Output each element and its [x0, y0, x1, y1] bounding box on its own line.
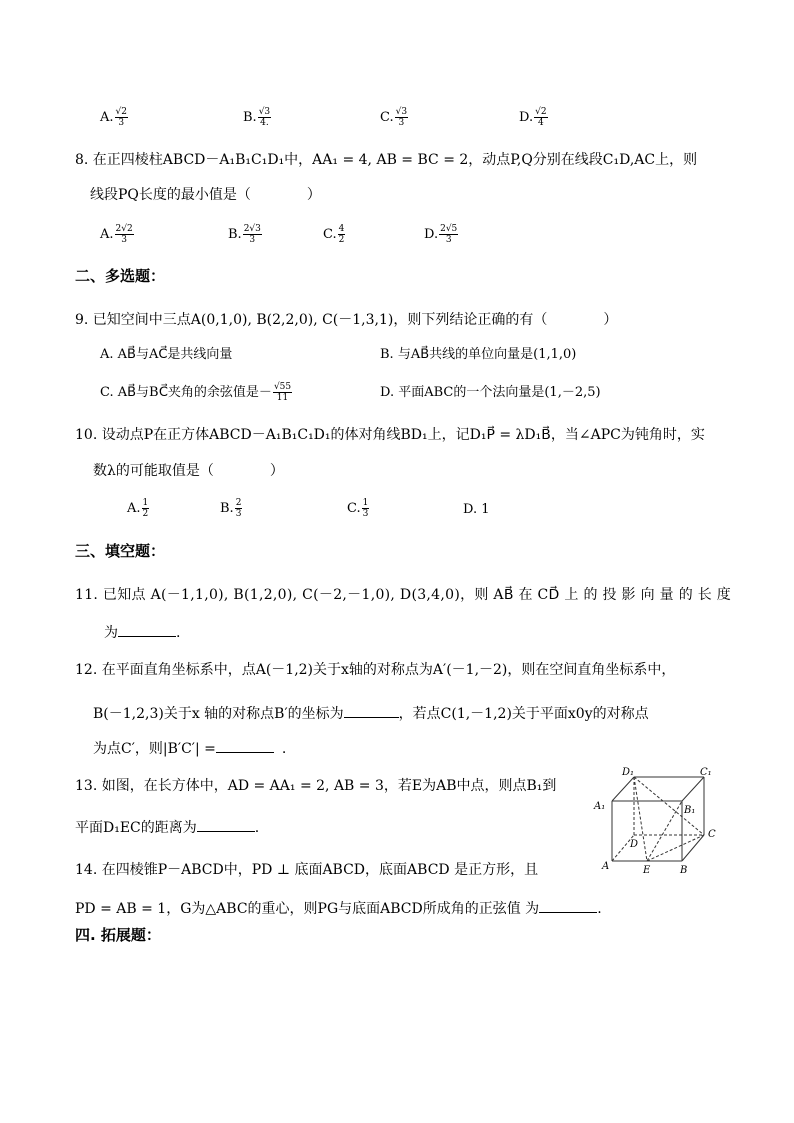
q12-answer-blank-2[interactable] — [216, 738, 274, 753]
q11-answer-blank[interactable] — [118, 622, 176, 637]
q7-option-b: B. $\frac{√3}{4.}$ — [243, 107, 271, 128]
label-d1: D₁ — [622, 767, 635, 778]
cuboid-figure — [588, 765, 718, 877]
label-a1: A₁ — [594, 801, 606, 812]
q12-stem-line3: 为点C′，则|B′C′| = . — [93, 738, 286, 759]
q8-option-b: B. $\frac{2√3}{3}$ — [228, 224, 261, 245]
label-c1: C₁ — [700, 767, 712, 778]
q11-stem-line2: 为 . — [104, 622, 180, 643]
q10-stem-line1: 10. 设动点P在正方体ABCD－A₁B₁C₁D₁的体对角线BD₁上，记D₁P⃗ = λD₁B⃗，当∠APC为钝角时，实 — [75, 427, 705, 443]
edge-b1-c1 — [682, 777, 704, 801]
q11-stem-line1: 11. 已知点 A(－1,1,0), B(1,2,0), C(－2,－1,0), D(3,4,0)，则 AB⃗ 在 CD⃗ 上 的 投 影 向 量 的 长 度 — [75, 587, 732, 603]
edge-a1-d1 — [612, 777, 634, 801]
q7-option-d: D. $\frac{√2}{4}$ — [519, 107, 547, 128]
q10-option-a: A. $\frac{1}{2}$ — [127, 498, 149, 519]
q13-answer-blank[interactable] — [197, 817, 255, 832]
q14-stem-line1: 14. 在四棱锥P－ABCD中，PD ⊥ 底面ABCD，底面ABCD 是正方形，且 — [75, 862, 539, 878]
label-b: B — [680, 865, 688, 876]
q9-stem: 9. 已知空间中三点A(0,1,0), B(2,2,0), C(－1,3,1)，则下列结论正确的有（ ） — [75, 312, 618, 328]
segment-e-c — [647, 835, 704, 861]
q8-option-c: C. $\frac{4}{2}$ — [323, 224, 345, 245]
label-b1: B₁ — [684, 805, 696, 816]
q10-stem-line2: 数λ的可能取值是（ ） — [93, 463, 284, 479]
q12-answer-blank-1[interactable] — [344, 703, 399, 718]
segment-e-b1 — [647, 801, 682, 861]
q7-option-a: A. $\frac{√2}{3}$ — [100, 107, 127, 128]
label-c: C — [708, 829, 716, 840]
q13-stem-line1: 13. 如图，在长方体中，AD = AA₁ = 2, AB = 3，若E为AB中点，则点B₁到 — [75, 778, 557, 794]
q9-option-a: A. AB⃗与AC⃗是共线向量 — [100, 347, 233, 362]
edge-b-c — [682, 835, 704, 861]
label-d: D — [630, 839, 639, 850]
q10-option-b: B. $\frac{2}{3}$ — [220, 498, 242, 519]
q10-option-d: D. 1 — [463, 502, 490, 517]
q8-stem-line1: 8. 在正四棱柱ABCD－A₁B₁C₁D₁中，AA₁ = 4, AB = BC = 2，动点P,Q分别在线段C₁D,AC上，则 — [75, 152, 698, 168]
section-heading-multiple-choice: 二、多选题： — [75, 267, 166, 285]
q10-option-c: C. $\frac{1}{3}$ — [347, 498, 369, 519]
q13-stem-line2: 平面D₁EC的距离为 . — [75, 817, 259, 838]
q12-stem-line1: 12. 在平面直角坐标系中，点A(－1,2)关于x轴的对称点为A′(－1,－2)，则在空间直角坐标系中， — [75, 662, 676, 678]
q8-stem-line2: 线段PQ长度的最小值是（ ） — [90, 187, 321, 203]
q14-answer-blank[interactable] — [539, 898, 597, 913]
q14-stem-line2: PD = AB = 1，G为△ABC的重心，则PG与底面ABCD所成角的正弦值 为 . — [75, 898, 602, 919]
q7-option-c: C. $\frac{√3}{3}$ — [380, 107, 408, 128]
section-heading-extension: 四. 拓展题： — [75, 926, 161, 944]
q12-stem-line2: B(－1,2,3)关于x 轴的对称点B′的坐标为 ，若点C(1,－1,2)关于平面x0y的对称点 — [93, 703, 649, 724]
q9-option-d: D. 平面ABC的一个法向量是(1,－2,5) — [380, 385, 601, 400]
section-heading-fill-in: 三、填空题： — [75, 542, 166, 560]
q8-option-a: A. $\frac{2√2}{3}$ — [100, 224, 133, 245]
q9-option-b: B. 与AB⃗共线的单位向量是(1,1,0) — [380, 347, 577, 362]
label-e: E — [643, 865, 651, 876]
label-a: A — [602, 861, 610, 872]
q8-option-d: D. $\frac{2√5}{3}$ — [424, 224, 458, 245]
q9-option-c: C. AB⃗与BC⃗夹角的余弦值是－ $\frac{√55}{11}$ — [100, 382, 292, 403]
